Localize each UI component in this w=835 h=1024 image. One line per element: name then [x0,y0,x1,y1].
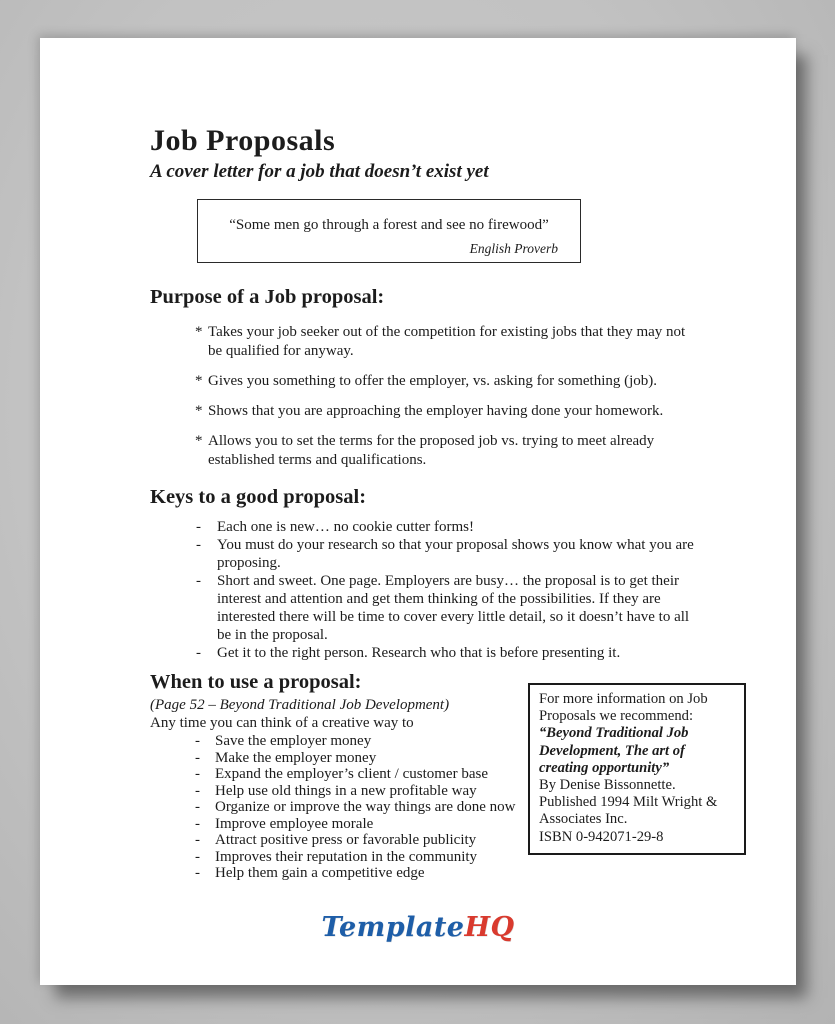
page-subtitle: A cover letter for a job that doesn’t exist yet [150,161,489,182]
list-item-text: Shows that you are approaching the employer having done your homework. [208,403,664,419]
recommendation-intro: For more information on Job Proposals we recommend: [539,691,708,725]
list-item-text: Help use old things in a new profitable way [215,782,477,799]
list-item [195,323,687,361]
bullet-dash: - [195,733,200,749]
book-isbn: ISBN 0-942071-29-8 [539,828,664,845]
list-item [196,644,696,662]
list-item [195,750,535,767]
list-item-text: Organize or improve the way things are done now [215,799,516,815]
recommendation-box [528,683,746,855]
list-item [195,832,535,849]
quote-attribution: English Proverb [469,241,558,256]
book-publisher: Published 1994 Milt Wright & Associates Inc. [539,794,718,828]
list-item-text: Get it to the right person. Research who that is before presenting it. [217,645,621,661]
list-item-text: Attract positive press or favorable publicity [215,832,477,848]
book-title: “Beyond Traditional Job Development, The art of creating opportunity” [539,725,689,776]
bullet-dash: - [196,645,201,661]
list-item-text: Expand the employer’s client / customer base [215,766,488,782]
bullet-dash: - [195,782,200,799]
list-item [195,799,535,816]
list-item [195,766,535,783]
list-item [195,372,687,391]
keys-list [196,518,696,662]
bullet-dash: - [195,766,200,782]
bullet-dash: - [196,519,201,535]
bullet-dash: - [196,573,201,589]
quote-text: “Some men go through a forest and see no firewood” [229,217,549,233]
list-item [196,536,696,572]
when-list [195,733,535,882]
list-item-text: You must do your research so that your proposal shows you know what you are proposing. [217,537,694,571]
heading-when: When to use a proposal: [150,671,362,693]
list-item [195,783,535,800]
bullet-dash: - [195,799,200,815]
bullet-dash: - [195,749,200,766]
page-title: Job Proposals [150,124,336,157]
list-item-text: Make the employer money [215,749,377,766]
book-author: By Denise Bissonnette. [539,777,676,794]
list-item-text: Help them gain a competitive edge [215,865,425,881]
bullet-dash: - [195,815,200,832]
list-item-text: Allows you to set the terms for the proposed job vs. trying to meet already established terms and qualifications. [208,433,655,468]
when-intro: Any time you can think of a creative way to [150,715,414,731]
bullet-asterisk: * [195,373,203,389]
list-item-text: Each one is new… no cookie cutter forms! [217,519,474,535]
list-item-text: Improves their reputation in the community [215,848,478,865]
templatehq-logo [40,912,796,943]
heading-purpose: Purpose of a Job proposal: [150,286,385,308]
list-item [195,849,535,866]
heading-keys: Keys to a good proposal: [150,486,367,508]
bullet-dash: - [196,537,201,553]
quote-box [197,199,581,263]
list-item-text: Gives you something to offer the employer, vs. asking for something (job). [208,373,658,389]
logo-text-template: Template [321,912,465,943]
list-item [196,572,696,644]
bullet-asterisk: * [195,433,203,449]
list-item-text: Takes your job seeker out of the competition for existing jobs that they may not be qualified for anyway. [208,324,686,359]
purpose-list [195,323,687,470]
bullet-asterisk: * [195,324,203,340]
list-item [195,865,535,882]
list-item-text: Save the employer money [215,733,372,749]
list-item [195,733,535,750]
list-item [195,432,687,470]
document-page [40,38,796,985]
when-source-note: (Page 52 – Beyond Traditional Job Development) [150,697,450,713]
list-item-text: Short and sweet. One page. Employers are busy… the proposal is to get their interest and attention and get them thinking of the possibilities. If they are interested there will be time to cover every little detail, so it doesn’t have to all be in the proposal. [217,573,690,643]
bullet-dash: - [195,865,200,881]
list-item-text: Improve employee morale [215,815,374,832]
bullet-asterisk: * [195,403,203,419]
list-item [196,518,696,536]
list-item [195,402,687,421]
list-item [195,816,535,833]
bullet-dash: - [195,832,200,848]
logo-text-hq: HQ [464,912,515,943]
bullet-dash: - [195,848,200,865]
